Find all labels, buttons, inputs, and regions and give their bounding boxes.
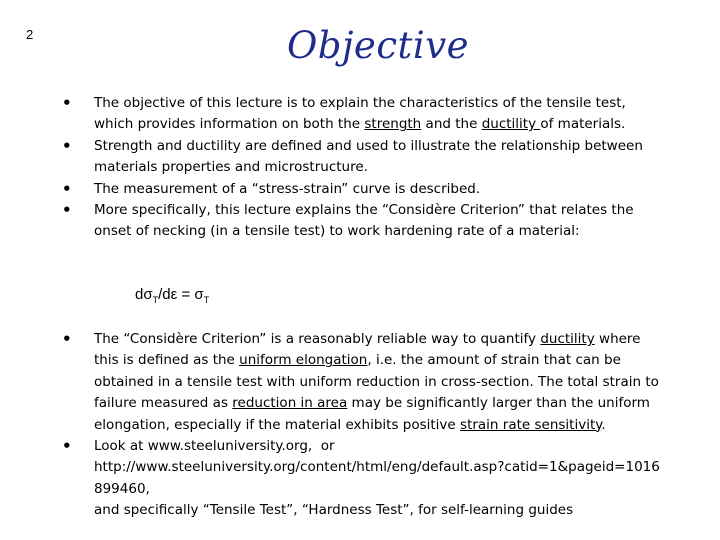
bullet-text: .: [601, 416, 606, 433]
bullet-text: where this is defined as the: [94, 331, 641, 369]
bullet-strength-ductility: [0, 136, 660, 179]
formula-equals: =: [177, 286, 195, 303]
term-strength: strength: [364, 116, 422, 133]
bullet-text: , i.e. the amount of strain that can be obtained in a tensile test with uniform reduction in cross-section. The total strain to failure measured as: [94, 352, 659, 412]
bullet-text: and the: [421, 116, 482, 133]
formula-d: d: [135, 286, 144, 303]
term-strain-rate-sensitivity: strain rate sensitivity: [460, 416, 602, 433]
bullet-text: The “Considère Criterion” is a reasonably reliable way to quantify: [94, 331, 541, 347]
bullet-text: of materials.: [540, 116, 626, 133]
bullet-list-bottom: [0, 329, 664, 522]
term-reduction-in-area: reduction in area: [232, 395, 348, 412]
formula-sigma: σ: [143, 286, 153, 303]
bullet-considere: [0, 200, 660, 243]
considere-formula: [135, 286, 209, 305]
bullet-text: More specifically, this lecture explains the “Considère Criterion” that relates the onset of necking (in a tensile test) to work hardening rate of a material:: [94, 202, 634, 240]
slide-number: 2: [26, 27, 34, 42]
bullet-text: Strength and ductility are defined and used to illustrate the relationship between materials properties and microstructure.: [94, 137, 643, 176]
bullet-references: [0, 436, 664, 522]
formula-epsilon: ε: [170, 286, 178, 303]
bullet-text: The objective of this lecture is to explain the characteristics of the tensile test, which provides information on both the: [94, 95, 626, 133]
bullet-text: The measurement of a “stress-strain” curve is described.: [94, 180, 481, 197]
term-uniform-elongation: uniform elongation: [239, 352, 368, 369]
formula-sub: T: [203, 295, 210, 305]
formula-slash: /d: [158, 286, 171, 303]
bullet-list-top: [0, 93, 660, 243]
bullet-ductility-definition: [0, 329, 664, 436]
term-ductility: ductility: [540, 331, 595, 347]
slide-title: Objective: [286, 24, 470, 67]
term-ductility: ductility: [481, 116, 541, 133]
bullet-stress-strain: [0, 179, 660, 200]
bullet-objective: [0, 93, 660, 136]
formula-sub: T: [152, 295, 159, 305]
reference-line: Look at www.steeluniversity.org, or: [94, 438, 335, 455]
reference-url: http://www.steeluniversity.org/content/html/eng/default.asp?catid=1&pageid=1016899460,: [94, 459, 660, 497]
reference-line: and specifically “Tensile Test”, “Hardness Test”, for self-learning guides: [94, 502, 574, 519]
bullet-text: may be significantly larger than the uniform elongation, especially if the material exhibits positive: [94, 395, 650, 433]
formula-sigma: σ: [194, 286, 204, 303]
